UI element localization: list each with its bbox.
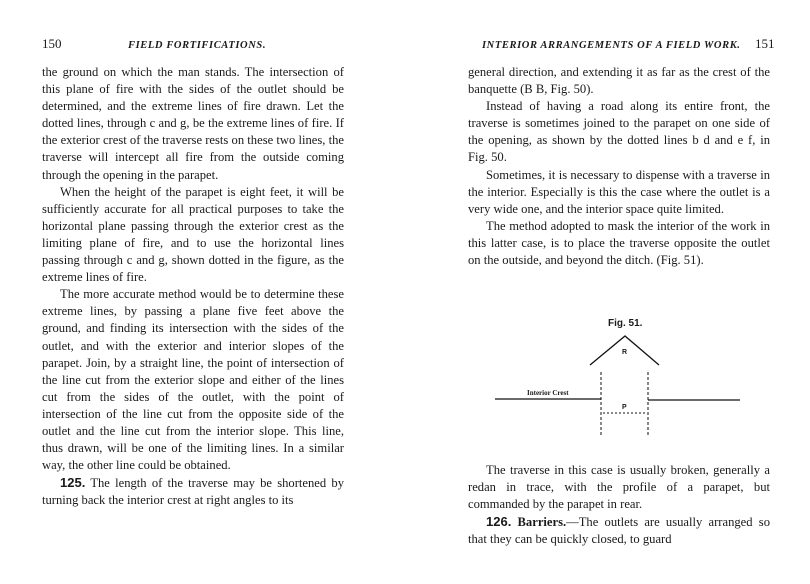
paragraph-text: The length of the traverse may be shortened by turning back the interior crest at right angles to its [42, 476, 344, 508]
paragraph: The method adopted to mask the interior of the work in this latter case, is to place the traverse opposite the outlet on the outside, and beyond the ditch. (Fig. 51). [468, 218, 770, 268]
running-title: FIELD FORTIFICATIONS. [128, 40, 267, 51]
paragraph: The more accurate method would be to determine these extreme lines, by passing a plane five feet above the ground, and finding its intersection with the sides of the outlet, and with the exterior and interior slopes of the parapet. Join, by a straight line, the point of intersection of the line cut from the exterior slope and either of the lines cut from the sides of the outlet, with the point of intersection of the line cut from the opposite side of the outlet and the line cut from the interior slope. This line, thus drawn, will be one of the limiting lines. In a similar way, the other line could be obtained. [42, 287, 344, 473]
figure-caption: Fig. 51. [608, 318, 643, 329]
paragraph: Instead of having a road along its entire front, the traverse is sometimes joined to the parapet on one side of the opening, as shown by the dotted lines b d and e f, in Fig. 50. [468, 99, 770, 165]
paragraph: The traverse in this case is usually broken, generally a redan in trace, with the profile of a parapet, but commanded by the parapet in rear. [468, 463, 770, 512]
paragraph-text: —The outlets are usually arranged so that they can be quickly closed, to guard [468, 515, 770, 547]
paragraph: When the height of the parapet is eight feet, it will be sufficiently accurate for all practical purposes to take the horizontal plane passing through the exterior crest as the limiting plane of fire, and to use the horizontal lines passing through c and g, shown dotted in the figure, as the extreme lines of fire. [42, 184, 344, 285]
section-number: 126. [486, 514, 512, 530]
paragraph [468, 513, 770, 548]
page-number: 150 [42, 36, 62, 51]
running-title: INTERIOR ARRANGEMENTS OF A FIELD WORK. [482, 40, 741, 51]
section-number: 125. [60, 475, 86, 491]
paragraph: the ground on which the man stands. The intersection of this plane of fire with the sides of the outlet should be determined, and the extreme lines of fire drawn. Let the dotted lines, through c and g, be the extreme lines of fire. If the exterior crest of the traverse rests on these two lines, the traverse will intercept all fire from the outside coming through the opening in the parapet. [42, 65, 344, 182]
page-number: 151 [755, 36, 775, 51]
paragraph: Sometimes, it is necessary to dispense with a traverse in the interior. Especially is this the case where the outlet is a very wide one, and the interior space quite limited. [468, 167, 770, 216]
interior-crest-label: Interior Crest [527, 389, 569, 397]
body-text-lower [468, 462, 770, 548]
redan-label: R [622, 349, 628, 356]
paragraph: general direction, and extending it as far as the crest of the banquette (B B, Fig. 50). [468, 65, 770, 97]
passage-label: P [622, 404, 627, 411]
section-heading: Barriers. [517, 515, 567, 530]
